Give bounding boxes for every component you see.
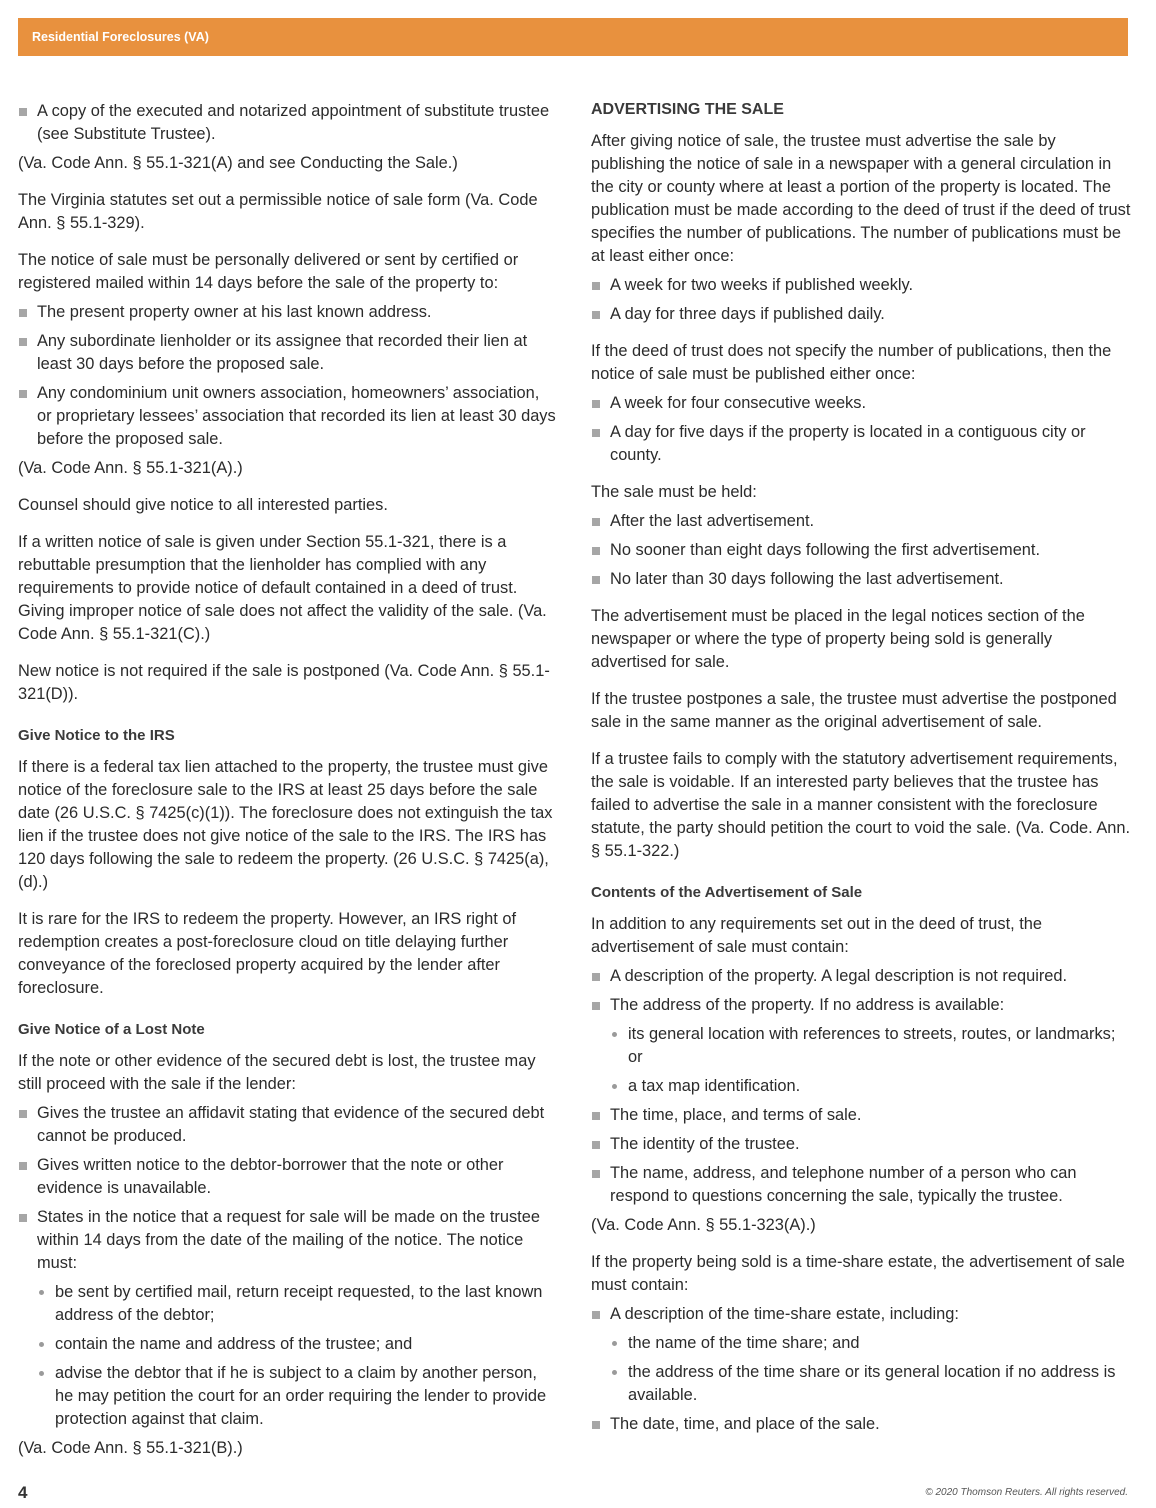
- square-bullet-icon: [592, 1311, 600, 1319]
- square-bullet-icon: [592, 1141, 600, 1149]
- section-heading: Give Notice of a Lost Note: [18, 1021, 205, 1038]
- list-item: Gives the trustee an affidavit stating that evidence of the secured debt cannot be produced.: [18, 1102, 558, 1148]
- list-item: A description of the property. A legal description is not required.: [591, 965, 1131, 988]
- paragraph: If a trustee fails to comply with the statutory advertisement requirements, the sale is voidable. If an interested party believes that the trustee has failed to advertise the sale in a manner consistent with the foreclosure statute, the party should petition the court to void the sale. (Va. Code. Ann. § 55.1-322.): [591, 750, 1131, 860]
- list-item: A week for four consecutive weeks.: [591, 392, 1131, 415]
- list-item: A week for two weeks if published weekly.: [591, 274, 1131, 297]
- list-item: The time, place, and terms of sale.: [591, 1104, 1131, 1127]
- square-bullet-icon: [592, 973, 600, 981]
- bullet-list: [591, 965, 1131, 1208]
- paragraph: The notice of sale must be personally delivered or sent by certified or registered mailed within 14 days before the sale of the property to:: [18, 251, 519, 292]
- list-item: No sooner than eight days following the first advertisement.: [591, 539, 1131, 562]
- paragraph: If there is a federal tax lien attached to the property, the trustee must give notice of the foreclosure sale to the IRS at least 25 days before the sale date (26 U.S.C. § 7425(c)(1)). The foreclosure does not extinguish the tax lien if the trustee does not give notice of the sale to the IRS. The IRS has 120 days following the sale to redeem the property. (26 U.S.C. § 7425(a), (d).): [18, 758, 553, 891]
- square-bullet-icon: [19, 1110, 27, 1118]
- section-heading: Give Notice to the IRS: [18, 727, 175, 744]
- document-title: Residential Foreclosures (VA): [32, 30, 209, 44]
- square-bullet-icon: [592, 282, 600, 290]
- dot-bullet-icon: [612, 1032, 617, 1037]
- list-item: The date, time, and place of the sale.: [591, 1413, 1131, 1436]
- square-bullet-icon: [592, 1112, 600, 1120]
- list-item: A day for three days if published daily.: [591, 303, 1131, 326]
- paragraph: The advertisement must be placed in the legal notices section of the newspaper or where the type of property being sold is generally advertised for sale.: [591, 607, 1085, 671]
- list-item: Any condominium unit owners association, homeowners’ association, or proprietary lessees’ association that recorded its lien at least 30 days before the proposed sale.: [18, 382, 558, 451]
- paragraph: New notice is not required if the sale is postponed (Va. Code Ann. § 55.1-321(D)).: [18, 662, 550, 703]
- dot-bullet-icon: [39, 1371, 44, 1376]
- square-bullet-icon: [19, 390, 27, 398]
- left-column: [18, 100, 558, 1474]
- square-bullet-icon: [19, 1214, 27, 1222]
- paragraph: The sale must be held:: [591, 483, 757, 501]
- square-bullet-icon: [592, 429, 600, 437]
- bullet-list: [591, 392, 1131, 467]
- bullet-list: [18, 100, 558, 146]
- list-item: The name, address, and telephone number of a person who can respond to questions concerning the sale, typically the trustee.: [591, 1162, 1131, 1208]
- dot-bullet-icon: [612, 1084, 617, 1089]
- square-bullet-icon: [592, 576, 600, 584]
- bullet-list: [591, 274, 1131, 326]
- paragraph: After giving notice of sale, the trustee must advertise the sale by publishing the notice of sale in a newspaper with a general circulation in the city or county where at least a portion of the property is located. The publication must be made according to the deed of trust if the deed of trust specifies the number of publications. The number of publications must be at least either once:: [591, 132, 1131, 265]
- sub-list-item: the name of the time share; and: [591, 1332, 1131, 1355]
- bullet-list: [591, 510, 1131, 591]
- paragraph: If the deed of trust does not specify the number of publications, then the notice of sale must be published either once:: [591, 342, 1112, 383]
- sub-list-item: contain the name and address of the trustee; and: [18, 1333, 558, 1356]
- square-bullet-icon: [592, 1170, 600, 1178]
- bullet-list: [18, 1102, 558, 1431]
- paragraph: (Va. Code Ann. § 55.1-321(A).): [18, 459, 243, 477]
- list-item: After the last advertisement.: [591, 510, 1131, 533]
- list-item: States in the notice that a request for sale will be made on the trustee within 14 days from the date of the mailing of the notice. The notice must:: [18, 1206, 558, 1275]
- paragraph: (Va. Code Ann. § 55.1-323(A).): [591, 1216, 816, 1234]
- sub-list-item: a tax map identification.: [591, 1075, 1131, 1098]
- list-item: Gives written notice to the debtor-borrower that the note or other evidence is unavailable.: [18, 1154, 558, 1200]
- bullet-list: [18, 301, 558, 451]
- paragraph: Counsel should give notice to all interested parties.: [18, 496, 388, 514]
- sub-list-item: the address of the time share or its general location if no address is available.: [591, 1361, 1131, 1407]
- list-item: Any subordinate lienholder or its assignee that recorded their lien at least 30 days before the proposed sale.: [18, 330, 558, 376]
- paragraph: If the property being sold is a time-share estate, the advertisement of sale must contain:: [591, 1253, 1125, 1294]
- paragraph: In addition to any requirements set out in the deed of trust, the advertisement of sale must contain:: [591, 915, 1043, 956]
- square-bullet-icon: [19, 1162, 27, 1170]
- copyright-notice: © 2020 Thomson Reuters. All rights reserved.: [925, 1487, 1128, 1498]
- list-item: The address of the property. If no address is available:: [591, 994, 1131, 1017]
- paragraph: (Va. Code Ann. § 55.1-321(B).): [18, 1439, 243, 1457]
- square-bullet-icon: [19, 309, 27, 317]
- square-bullet-icon: [19, 338, 27, 346]
- right-column: [591, 100, 1131, 1442]
- bullet-list: [591, 1303, 1131, 1436]
- paragraph: (Va. Code Ann. § 55.1-321(A) and see Conducting the Sale.): [18, 154, 458, 172]
- list-item: The present property owner at his last known address.: [18, 301, 558, 324]
- list-item: A copy of the executed and notarized appointment of substitute trustee (see Substitute Trustee).: [18, 100, 558, 146]
- paragraph: If the note or other evidence of the secured debt is lost, the trustee may still proceed with the sale if the lender:: [18, 1052, 536, 1093]
- square-bullet-icon: [592, 400, 600, 408]
- dot-bullet-icon: [39, 1342, 44, 1347]
- paragraph: If the trustee postpones a sale, the trustee must advertise the postponed sale in the same manner as the original advertisement of sale.: [591, 690, 1117, 731]
- dot-bullet-icon: [612, 1370, 617, 1375]
- sub-list-item: its general location with references to streets, routes, or landmarks; or: [591, 1023, 1131, 1069]
- paragraph: If a written notice of sale is given under Section 55.1-321, there is a rebuttable presumption that the lienholder has complied with any requirements to provide notice of default contained in a deed of trust. Giving improper notice of sale does not affect the validity of the sale. (Va. Code Ann. § 55.1-321(C).): [18, 533, 547, 643]
- paragraph: It is rare for the IRS to redeem the property. However, an IRS right of redemption creates a post-foreclosure cloud on title delaying further conveyance of the foreclosed property acquired by the lender after foreclosure.: [18, 910, 517, 997]
- paragraph: The Virginia statutes set out a permissible notice of sale form (Va. Code Ann. § 55.1-329).: [18, 191, 538, 232]
- square-bullet-icon: [19, 108, 27, 116]
- list-item: A day for five days if the property is located in a contiguous city or county.: [591, 421, 1131, 467]
- sub-list-item: advise the debtor that if he is subject to a claim by another person, he may petition the court for an order requiring the lender to provide protection against that claim.: [18, 1362, 558, 1431]
- dot-bullet-icon: [39, 1290, 44, 1295]
- page-number: 4: [18, 1483, 28, 1502]
- square-bullet-icon: [592, 518, 600, 526]
- list-item: No later than 30 days following the last advertisement.: [591, 568, 1131, 591]
- section-heading: ADVERTISING THE SALE: [591, 101, 784, 118]
- square-bullet-icon: [592, 547, 600, 555]
- list-item: A description of the time-share estate, including:: [591, 1303, 1131, 1326]
- square-bullet-icon: [592, 1421, 600, 1429]
- list-item: The identity of the trustee.: [591, 1133, 1131, 1156]
- section-heading: Contents of the Advertisement of Sale: [591, 884, 863, 901]
- square-bullet-icon: [592, 311, 600, 319]
- dot-bullet-icon: [612, 1341, 617, 1346]
- sub-list-item: be sent by certified mail, return receipt requested, to the last known address of the debtor;: [18, 1281, 558, 1327]
- header-bar: [18, 18, 1128, 56]
- square-bullet-icon: [592, 1002, 600, 1010]
